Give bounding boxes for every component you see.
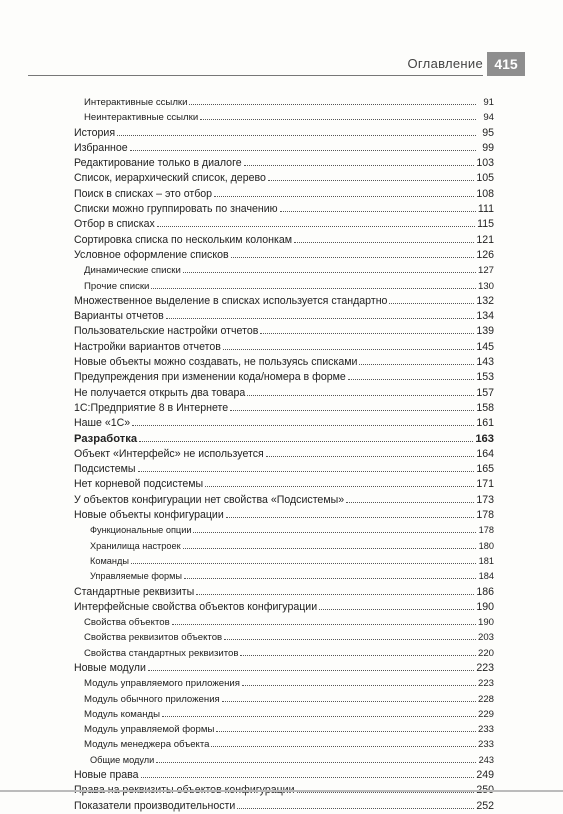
toc-entry-page: 250: [476, 784, 494, 797]
toc-entry[interactable]: [74, 569, 494, 584]
toc-entry-title: Интерактивные ссылки: [84, 97, 188, 108]
toc-entry[interactable]: [74, 722, 494, 737]
toc-entry-page: 203: [477, 632, 494, 644]
toc-entry[interactable]: [74, 340, 494, 355]
toc-entry-page: 143: [476, 356, 494, 369]
dot-leader: [166, 309, 475, 319]
dot-leader: [157, 217, 475, 227]
toc-entry[interactable]: [74, 370, 494, 385]
toc-entry-page: 165: [476, 463, 494, 476]
toc-entry-title: Варианты отчетов: [74, 310, 164, 323]
toc-entry[interactable]: [74, 279, 494, 294]
dot-leader: [231, 248, 475, 258]
toc-entry-page: 121: [476, 233, 494, 246]
dot-leader: [132, 416, 474, 426]
toc-entry[interactable]: [74, 248, 494, 263]
dot-leader: [247, 386, 474, 396]
dot-leader: [294, 233, 474, 243]
toc-entry[interactable]: [74, 447, 494, 462]
toc-entry-page: 161: [476, 417, 494, 430]
toc-entry[interactable]: [74, 477, 494, 492]
toc-entry[interactable]: [74, 401, 494, 416]
toc-entry-title: У объектов конфигурации нет свойства «Подсистемы»: [74, 493, 345, 506]
dot-leader: [131, 554, 476, 564]
toc-entry-page: 223: [477, 678, 494, 690]
toc-entry-title: Команды: [90, 555, 129, 566]
toc-entry-title: История: [74, 126, 116, 139]
toc-entry[interactable]: [74, 416, 494, 431]
toc-entry-title: Условное оформление списков: [74, 248, 229, 261]
toc-entry-page: 181: [478, 555, 494, 566]
dot-leader: [196, 585, 474, 595]
toc-entry-page: 139: [476, 325, 494, 338]
dot-leader: [244, 156, 475, 166]
table-of-contents: [74, 95, 494, 814]
toc-entry[interactable]: [74, 554, 494, 569]
dot-leader: [138, 462, 475, 472]
toc-entry-page: 158: [476, 401, 494, 414]
toc-entry-page: 132: [476, 294, 494, 307]
toc-entry[interactable]: [74, 539, 494, 554]
toc-entry-page: 95: [482, 126, 494, 139]
toc-entry[interactable]: [74, 324, 494, 339]
toc-entry-title: Сортировка списка по нескольким колонкам: [74, 233, 293, 246]
dot-leader: [183, 263, 476, 273]
toc-entry-page: 180: [478, 540, 494, 551]
dot-leader: [242, 676, 476, 686]
dot-leader: [222, 692, 476, 702]
toc-entry-title: Управляемые формы: [90, 571, 183, 582]
toc-entry-title: Наше «1С»: [74, 417, 131, 430]
toc-entry-page: 190: [477, 617, 494, 629]
toc-entry-page: 115: [477, 218, 494, 231]
toc-entry[interactable]: [74, 386, 494, 401]
toc-entry[interactable]: [74, 126, 494, 141]
dot-leader: [359, 355, 474, 365]
dot-leader: [348, 370, 475, 380]
header-rule: [28, 75, 483, 76]
toc-entry-title: Свойства объектов: [84, 617, 170, 629]
toc-entry-page: 127: [477, 265, 494, 277]
dot-leader: [172, 615, 476, 625]
toc-entry-title: Настройки вариантов отчетов: [74, 340, 221, 353]
dot-leader: [162, 707, 476, 717]
toc-entry-page: 252: [476, 799, 494, 812]
dot-leader: [139, 432, 473, 442]
dot-leader: [230, 401, 474, 411]
toc-entry-title: Поиск в списках – это отбор: [74, 187, 213, 200]
toc-entry-page: 229: [477, 708, 494, 720]
toc-entry-page: 130: [477, 280, 494, 292]
toc-entry-title: Модуль менеджера объекта: [84, 739, 210, 751]
toc-entry-title: Модуль управляемого приложения: [84, 678, 240, 690]
toc-entry-title: Неинтерактивные ссылки: [84, 112, 199, 124]
toc-entry-page: 99: [482, 141, 494, 154]
toc-entry-page: 190: [476, 600, 494, 613]
toc-entry[interactable]: [74, 462, 494, 477]
toc-entry[interactable]: [74, 707, 494, 722]
toc-entry-page: 111: [477, 203, 494, 216]
toc-entry[interactable]: [74, 355, 494, 370]
toc-entry[interactable]: [74, 585, 494, 600]
dot-leader: [151, 279, 476, 289]
toc-entry-title: Общие модули: [90, 754, 155, 765]
toc-entry-page: 145: [476, 340, 494, 353]
toc-entry-page: 186: [476, 585, 494, 598]
dot-leader: [319, 600, 474, 610]
toc-entry-title: Показатели производительности: [74, 799, 236, 812]
toc-entry-page: 184: [478, 571, 494, 582]
toc-entry-title: Объект «Интерфейс» не используется: [74, 447, 264, 460]
toc-entry[interactable]: [74, 187, 494, 202]
dot-leader: [141, 768, 475, 778]
dot-leader: [200, 110, 476, 120]
dot-leader: [216, 722, 476, 732]
toc-entry-page: 164: [476, 447, 494, 460]
toc-entry[interactable]: [74, 141, 494, 156]
toc-entry[interactable]: [74, 294, 494, 309]
toc-entry-title: Списки можно группировать по значению: [74, 203, 278, 216]
dot-leader: [130, 141, 476, 151]
toc-entry[interactable]: [74, 630, 494, 645]
dot-leader: [260, 324, 474, 334]
toc-entry-page: 233: [477, 739, 494, 751]
toc-entry-page: 126: [476, 248, 494, 261]
dot-leader: [237, 799, 474, 809]
toc-entry-page: 163: [475, 432, 494, 445]
toc-entry-page: 105: [476, 172, 494, 185]
toc-entry-title: Пользовательские настройки отчетов: [74, 325, 259, 338]
toc-entry[interactable]: [74, 676, 494, 691]
dot-leader: [193, 523, 476, 533]
toc-entry-title: Прочие списки: [84, 280, 150, 292]
toc-entry[interactable]: [74, 156, 494, 171]
toc-entry-title: Новые модули: [74, 661, 146, 674]
toc-entry-page: 243: [478, 754, 494, 765]
toc-entry-page: 103: [476, 157, 494, 170]
toc-entry[interactable]: [74, 753, 494, 768]
dot-leader: [184, 569, 476, 579]
toc-entry-title: Разработка: [74, 432, 138, 445]
toc-entry[interactable]: [74, 309, 494, 324]
dot-leader: [268, 171, 474, 181]
dot-leader: [389, 294, 474, 304]
toc-section-heading[interactable]: [74, 432, 494, 447]
toc-entry[interactable]: [74, 233, 494, 248]
dot-leader: [226, 508, 475, 518]
toc-entry-page: 108: [476, 187, 494, 200]
toc-entry[interactable]: [74, 110, 494, 125]
toc-entry-title: Редактирование только в диалоге: [74, 157, 242, 170]
toc-entry-page: 228: [477, 693, 494, 705]
toc-entry-title: Права на реквизиты объектов конфигурации: [74, 784, 295, 797]
toc-entry-title: Избранное: [74, 141, 128, 154]
dot-leader: [266, 447, 475, 457]
bottom-rule: [0, 790, 563, 792]
toc-entry-title: 1С:Предприятие 8 в Интернете: [74, 401, 229, 414]
toc-entry[interactable]: [74, 615, 494, 630]
toc-entry-title: Множественное выделение в списках используется стандартно: [74, 294, 388, 307]
running-title: Оглавление: [407, 56, 483, 71]
toc-entry-title: Новые права: [74, 769, 139, 782]
toc-entry[interactable]: [74, 768, 494, 783]
toc-entry-title: Свойства стандартных реквизитов: [84, 647, 239, 659]
page-number: 415: [487, 52, 525, 76]
toc-entry-page: 178: [478, 525, 494, 536]
dot-leader: [223, 340, 474, 350]
toc-entry[interactable]: [74, 799, 494, 814]
page-header: [0, 52, 563, 78]
toc-entry[interactable]: [74, 217, 494, 232]
dot-leader: [214, 187, 474, 197]
toc-entry-title: Интерфейсные свойства объектов конфигурации: [74, 600, 318, 613]
toc-entry-title: Стандартные реквизиты: [74, 585, 195, 598]
dot-leader: [346, 493, 474, 503]
dot-leader: [224, 630, 476, 640]
dot-leader: [117, 126, 476, 136]
toc-entry-page: 233: [477, 724, 494, 736]
toc-entry-page: 134: [476, 310, 494, 323]
toc-entry[interactable]: [74, 95, 494, 110]
toc-entry[interactable]: [74, 523, 494, 538]
toc-entry[interactable]: [74, 508, 494, 523]
toc-entry-title: Динамические списки: [84, 265, 181, 277]
toc-entry-title: Новые объекты конфигурации: [74, 509, 224, 522]
dot-leader: [156, 753, 476, 763]
toc-entry-title: Модуль обычного приложения: [84, 693, 220, 705]
dot-leader: [240, 646, 476, 656]
toc-entry[interactable]: [74, 493, 494, 508]
dot-leader: [280, 202, 476, 212]
toc-entry[interactable]: [74, 202, 494, 217]
toc-entry[interactable]: [74, 600, 494, 615]
toc-entry-title: Не получается открыть два товара: [74, 386, 246, 399]
toc-entry[interactable]: [74, 171, 494, 186]
dot-leader: [211, 737, 476, 747]
toc-entry-title: Хранилища настроек: [90, 540, 181, 551]
toc-entry-title: Модуль управляемой формы: [84, 724, 215, 736]
toc-entry-title: Свойства реквизитов объектов: [84, 632, 223, 644]
dot-leader: [183, 539, 476, 549]
toc-entry-title: Функциональные опции: [90, 525, 192, 536]
toc-entry-page: 171: [476, 478, 494, 491]
toc-entry-page: 157: [476, 386, 494, 399]
toc-entry-title: Предупреждения при изменении кода/номера в форме: [74, 371, 346, 384]
dot-leader: [189, 95, 476, 105]
toc-entry-page: 94: [483, 112, 494, 124]
toc-entry[interactable]: [74, 661, 494, 676]
toc-entry[interactable]: [74, 646, 494, 661]
dot-leader: [148, 661, 474, 671]
toc-entry-page: 91: [483, 97, 494, 108]
toc-entry[interactable]: [74, 692, 494, 707]
toc-entry-page: 223: [476, 661, 494, 674]
toc-entry-title: Список, иерархический список, дерево: [74, 172, 266, 185]
toc-entry-page: 178: [476, 509, 494, 522]
toc-entry-page: 249: [476, 769, 494, 782]
toc-entry[interactable]: [74, 263, 494, 278]
toc-entry-title: Отбор в списках: [74, 218, 155, 231]
toc-entry-title: Модуль команды: [84, 708, 161, 720]
dot-leader: [205, 477, 474, 487]
toc-entry[interactable]: [74, 737, 494, 752]
toc-entry-title: Новые объекты можно создавать, не пользуясь списками: [74, 356, 358, 369]
toc-entry-page: 153: [476, 371, 494, 384]
toc-entry-page: 220: [477, 647, 494, 659]
toc-entry-page: 173: [476, 493, 494, 506]
toc-entry-title: Нет корневой подсистемы: [74, 478, 204, 491]
toc-entry-title: Подсистемы: [74, 463, 136, 476]
